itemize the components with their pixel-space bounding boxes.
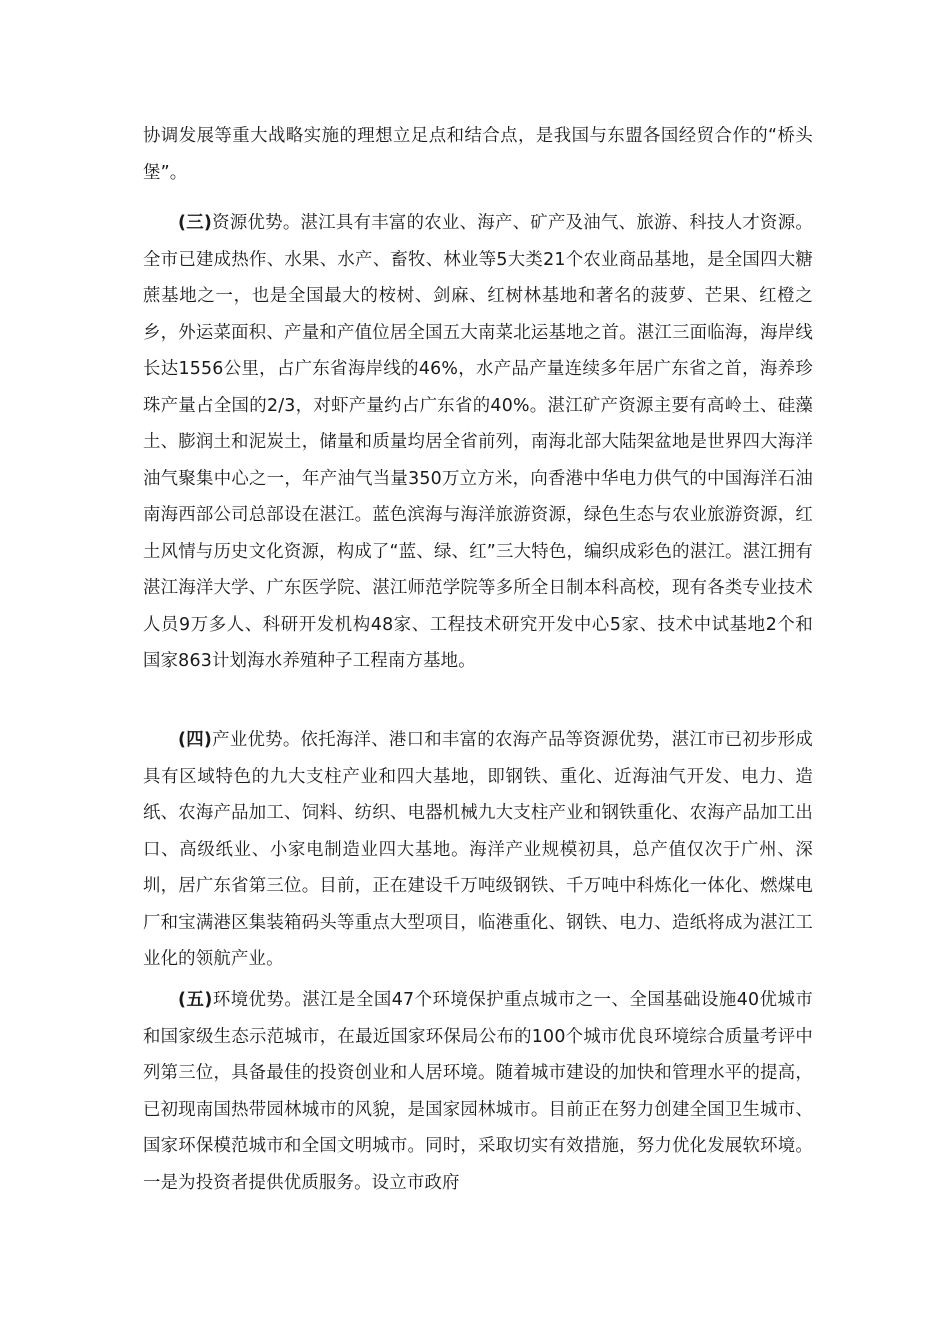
paragraph-resource-advantage [143,205,813,680]
paragraph-text: 资源优势。湛江具有丰富的农业、海产、矿产及油气、旅游、科技人才资源。全市已建成热作、水果、水产、畜牧、林业等5大类21个农业商品基地，是全国四大糖蔗基地之一，也是全国最大的桉树、剑麻、红树林基地和著名的菠萝、芒果、红橙之乡，外运菜面积、产量和产值位居全国五大南菜北运基地之首。湛江三面临海，海岸线长达1556公里，占广东省海岸线的46%，水产品产量连续多年居广东省之首，海养珍珠产量占全国的2/3，对虾产量约占广东省的40%。湛江矿产资源主要有高岭土、硅藻土、膨润土和泥炭土，储量和质量均居全省前列，南海北部大陆架盆地是世界四大海洋油气聚集中心之一，年产油气当量350万立方米，向香港中华电力供气的中国海洋石油南海西部公司总部设在湛江。蓝色滨海与海洋旅游资源，绿色生态与农业旅游资源，红土风情与历史文化资源，构成了“蓝、绿、红”三大特色，编织成彩色的湛江。湛江拥有湛江海洋大学、广东医学院、湛江师范学院等多所全日制本科高校，现有各类专业技术人员9万多人、科研开发机构48家、工程技术研究开发中心5家、技术中试基地2个和国家863计划海水养殖种子工程南方基地。 [143,213,813,671]
paragraph-strategic-position [143,118,813,191]
section-marker: (五) [178,990,213,1010]
paragraph-text: 产业优势。依托海洋、港口和丰富的农海产品等资源优势，湛江市已初步形成具有区域特色的九大支柱产业和四大基地，即钢铁、重化、近海油气开发、电力、造纸、农海产品加工、饲料、纺织、电器机械九大支柱产业和钢铁重化、农海产品加工出口、高级纸业、小家电制造业四大基地。海洋产业规模初具，总产值仅次于广州、深圳，居广东省第三位。目前，正在建设千万吨级钢铁、千万吨中科炼化一体化、燃煤电厂和宝满港区集装箱码头等重点大型项目，临港重化、钢铁、电力、造纸将成为湛江工业化的领航产业。 [143,730,813,969]
paragraph-industry-advantage [143,722,813,978]
paragraph-environment-advantage [143,982,813,1201]
paragraph-text: 协调发展等重大战略实施的理想立足点和结合点，是我国与东盟各国经贸合作的“桥头堡”。 [143,126,813,183]
section-marker: (三) [178,213,213,233]
section-marker: (四) [178,730,213,750]
paragraph-text: 环境优势。湛江是全国47个环境保护重点城市之一、全国基础设施40优城市和国家级生态示范城市，在最近国家环保局公布的100个城市优良环境综合质量考评中列第三位，具备最佳的投资创业和人居环境。随着城市建设的加快和管理水平的提高，已初现南国热带园林城市的风貌，是国家园林城市。目前正在努力创建全国卫生城市、国家环保模范城市和全国文明城市。同时，采取切实有效措施，努力优化发展软环境。一是为投资者提供优质服务。设立市政府 [143,990,814,1193]
